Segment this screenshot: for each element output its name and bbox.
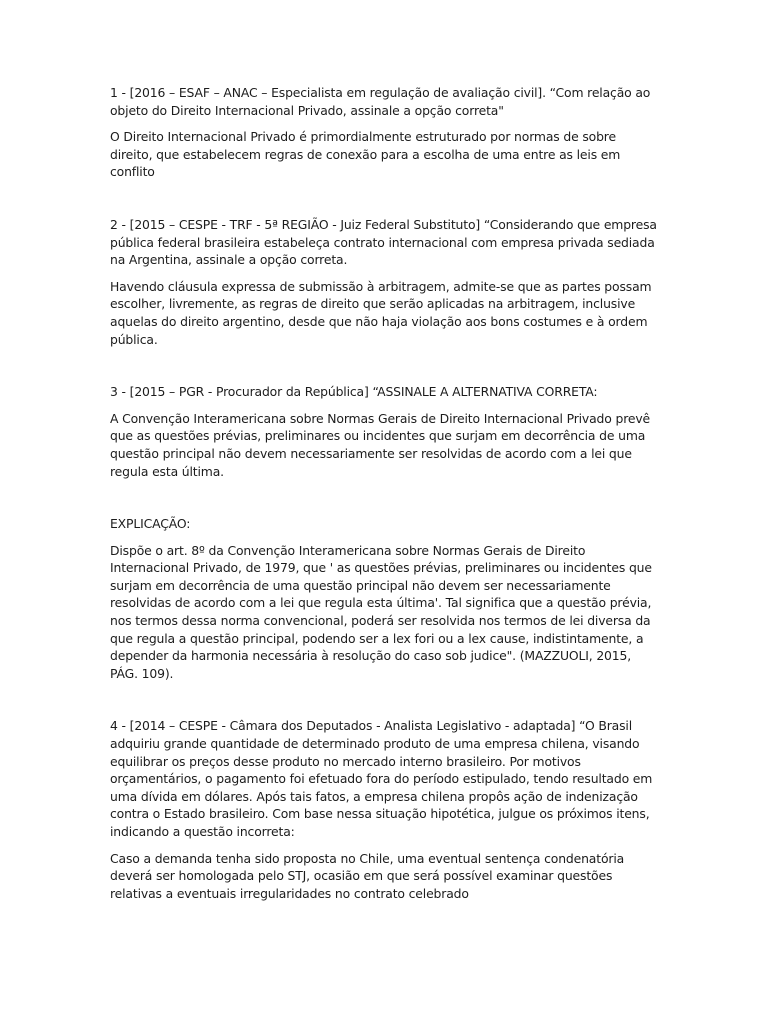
spacer	[110, 401, 658, 410]
question-4-answer: Caso a demanda tenha sido proposta no Chile, uma eventual sentença condenatória deverá ser homologada pelo STJ, ocasião em que será possível examinar questões relativas a eventuais irregularidades no contrato celebrado	[110, 850, 625, 901]
document-page	[110, 84, 658, 902]
question-1-answer: O Direito Internacional Privado é primordialmente estruturado por normas de sobre direito, que estabelecem regras de conexão para a escolha de uma entre as leis em conflito	[110, 129, 621, 180]
spacer	[110, 533, 658, 542]
spacer	[110, 682, 658, 717]
explanation-text: Dispõe o art. 8º da Convenção Interamericana sobre Normas Gerais de Direito Internacional Privado, de 1979, que ' as questões prévias, preliminares ou incidentes que surjam em decorrência de uma questão principal não devem ser necessariamente resolvidas de acordo com a lei que regula esta última'. Tal significa que a questão prévia, nos termos dessa norma convencional, poderá ser resolvida nos termos de lei diversa da que regula a questão principal, podendo ser a lex fori ou a lex cause, indistintamente, a depender da harmonia necessária à resolução do caso sob judice". (MAZZUOLI, 2015, PÁG. 109).	[110, 542, 652, 681]
spacer	[110, 119, 658, 128]
spacer	[110, 841, 658, 850]
question-2-answer: Havendo cláusula expressa de submissão à arbitragem, admite-se que as partes possam escolher, livremente, as regras de direito que serão aplicadas na arbitragem, inclusive aquelas do direito argentino, desde que não haja violação aos bons costumes e à ordem pública.	[110, 278, 652, 347]
question-3-heading: 3 - [2015 – PGR - Procurador da República] “ASSINALE A ALTERNATIVA CORRETA:	[110, 384, 598, 400]
spacer	[110, 269, 658, 278]
question-1-heading: 1 - [2016 – ESAF – ANAC – Especialista em regulação de avaliação civil]. “Com relação ao objeto do Direito Internacional Privado, assinale a opção correta"	[110, 85, 651, 118]
spacer	[110, 348, 658, 383]
spacer	[110, 181, 658, 216]
question-2-heading: 2 - [2015 – CESPE - TRF - 5ª REGIÃO - Juiz Federal Substituto] “Considerando que empresa pública federal brasileira estabeleça contrato internacional com empresa privada sediada na Argentina, assinale a opção correta.	[110, 216, 657, 268]
question-4-heading: 4 - [2014 – CESPE - Câmara dos Deputados - Analista Legislativo - adaptada] “O Brasil adquiriu grande quantidade de determinado produto de uma empresa chilena, visando equilibrar os preços desse produto no mercado interno brasileiro. Por motivos orçamentários, o pagamento foi efetuado fora do período estipulado, tendo resultado em uma dívida em dólares. Após tais fatos, a empresa chilena propôs ação de indenização contra o Estado brasileiro. Com base nessa situação hipotética, julgue os próximos itens, indicando a questão incorreta:	[110, 718, 653, 839]
question-3-answer: A Convenção Interamericana sobre Normas Gerais de Direito Internacional Privado prevê que as questões prévias, preliminares ou incidentes que surjam em decorrência de uma questão principal não devem necessariamente ser resolvidas de acordo com a lei que regula esta última.	[110, 410, 651, 479]
spacer	[110, 480, 658, 515]
explanation-label: EXPLICAÇÃO:	[110, 516, 191, 532]
